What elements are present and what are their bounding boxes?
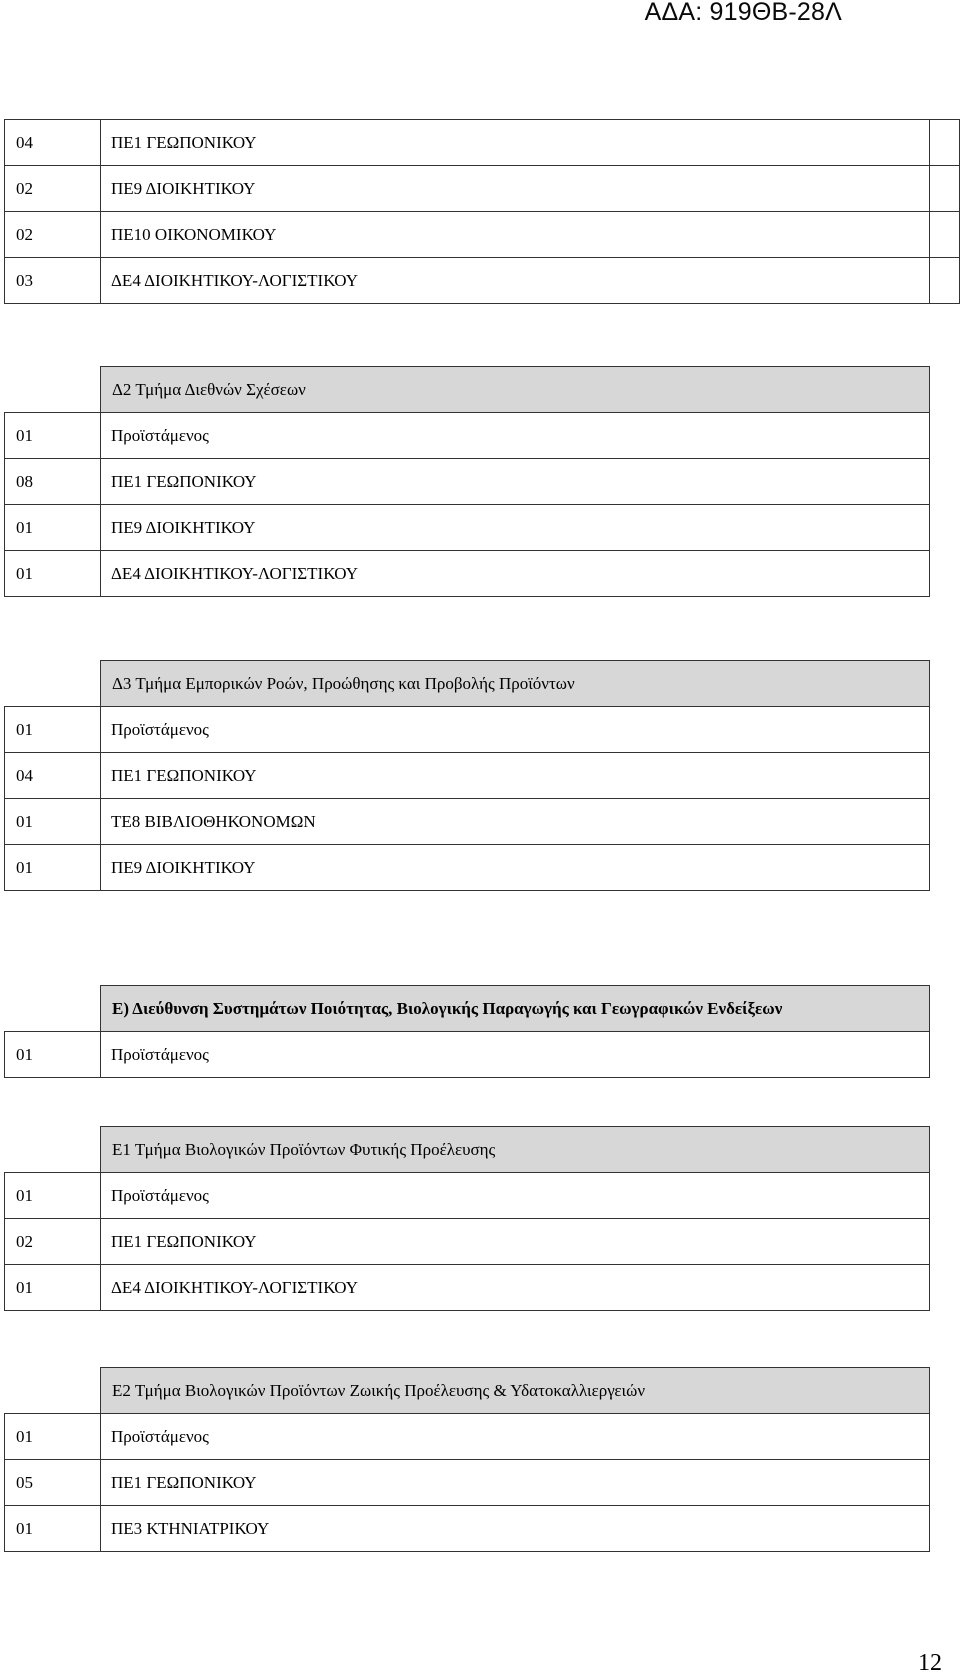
position-cell: ΠΕ3 ΚΤΗΝΙΑΤΡΙΚΟΥ — [101, 1506, 930, 1552]
staff-table-block6 — [4, 1367, 930, 1552]
page-number: 12 — [918, 1650, 942, 1676]
count-cell: 01 — [5, 1506, 101, 1552]
table-row — [5, 459, 930, 505]
position-cell: ΤΕ8 ΒΙΒΛΙΟΘΗΚΟΝΟΜΩΝ — [101, 799, 930, 845]
position-cell: Προϊστάμενος — [101, 707, 930, 753]
count-cell: 03 — [5, 258, 101, 304]
count-cell: 01 — [5, 505, 101, 551]
table-row — [5, 120, 960, 166]
count-cell: 05 — [5, 1460, 101, 1506]
position-cell: ΠΕ1 ΓΕΩΠΟΝΙΚΟΥ — [101, 459, 930, 505]
table-row — [5, 258, 960, 304]
position-cell: ΠΕ9 ΔΙΟΙΚΗΤΙΚΟΥ — [101, 166, 930, 212]
staff-table-block1 — [4, 119, 960, 304]
table-row — [5, 1414, 930, 1460]
position-cell: ΠΕ1 ΓΕΩΠΟΝΙΚΟΥ — [101, 120, 930, 166]
table-row — [5, 1219, 930, 1265]
table-row — [5, 753, 930, 799]
table-row — [5, 212, 960, 258]
count-cell: 01 — [5, 413, 101, 459]
position-cell: Προϊστάμενος — [101, 1032, 930, 1078]
count-cell: 02 — [5, 212, 101, 258]
position-cell: Προϊστάμενος — [101, 413, 930, 459]
count-cell: 08 — [5, 459, 101, 505]
count-cell: 01 — [5, 799, 101, 845]
table-row — [5, 413, 930, 459]
table-row — [5, 1265, 930, 1311]
table-row — [5, 1032, 930, 1078]
section-heading-row — [5, 1127, 930, 1173]
section-heading-row — [5, 1368, 930, 1414]
table-row — [5, 707, 930, 753]
table-row — [5, 845, 930, 891]
table-row — [5, 166, 960, 212]
count-cell: 01 — [5, 707, 101, 753]
staff-table-block4 — [4, 985, 930, 1078]
section-heading-row — [5, 986, 930, 1032]
section-heading-row — [5, 661, 930, 707]
section-heading: Δ3 Τμήμα Εμπορικών Ροών, Προώθησης και Προβολής Προϊόντων — [101, 661, 930, 707]
table-row — [5, 1506, 930, 1552]
position-cell: ΔΕ4 ΔΙΟΙΚΗΤΙΚΟΥ-ΛΟΓΙΣΤΙΚΟΥ — [101, 258, 930, 304]
staff-table-block2 — [4, 366, 930, 597]
count-cell: 01 — [5, 1414, 101, 1460]
section-heading-row — [5, 367, 930, 413]
count-cell: 01 — [5, 845, 101, 891]
position-cell: ΔΕ4 ΔΙΟΙΚΗΤΙΚΟΥ-ΛΟΓΙΣΤΙΚΟΥ — [101, 1265, 930, 1311]
position-cell: ΠΕ9 ΔΙΟΙΚΗΤΙΚΟΥ — [101, 845, 930, 891]
position-cell: Προϊστάμενος — [101, 1173, 930, 1219]
section-heading: Δ2 Τμήμα Διεθνών Σχέσεων — [101, 367, 930, 413]
position-cell: ΠΕ1 ΓΕΩΠΟΝΙΚΟΥ — [101, 753, 930, 799]
section-heading: Ε2 Τμήμα Βιολογικών Προϊόντων Ζωικής Προέλευσης & Υδατοκαλλιεργειών — [101, 1368, 930, 1414]
staff-table-block3 — [4, 660, 930, 891]
position-cell: ΠΕ1 ΓΕΩΠΟΝΙΚΟΥ — [101, 1460, 930, 1506]
table-row — [5, 1460, 930, 1506]
document-code: ΑΔΑ: 919ΘΒ-28Λ — [644, 0, 842, 26]
count-cell: 01 — [5, 1173, 101, 1219]
table-row — [5, 505, 930, 551]
count-cell: 01 — [5, 551, 101, 597]
count-cell: 01 — [5, 1265, 101, 1311]
count-cell: 01 — [5, 1032, 101, 1078]
position-cell: Προϊστάμενος — [101, 1414, 930, 1460]
table-row — [5, 799, 930, 845]
count-cell: 02 — [5, 1219, 101, 1265]
section-heading: Ε) Διεύθυνση Συστημάτων Ποιότητας, Βιολογικής Παραγωγής και Γεωγραφικών Ενδείξεων — [101, 986, 930, 1032]
staff-table-block5 — [4, 1126, 930, 1311]
position-cell: ΔΕ4 ΔΙΟΙΚΗΤΙΚΟΥ-ΛΟΓΙΣΤΙΚΟΥ — [101, 551, 930, 597]
count-cell: 04 — [5, 753, 101, 799]
position-cell: ΠΕ1 ΓΕΩΠΟΝΙΚΟΥ — [101, 1219, 930, 1265]
count-cell: 04 — [5, 120, 101, 166]
section-heading: Ε1 Τμήμα Βιολογικών Προϊόντων Φυτικής Προέλευσης — [101, 1127, 930, 1173]
table-row — [5, 551, 930, 597]
position-cell: ΠΕ10 ΟΙΚΟΝΟΜΙΚΟΥ — [101, 212, 930, 258]
count-cell: 02 — [5, 166, 101, 212]
position-cell: ΠΕ9 ΔΙΟΙΚΗΤΙΚΟΥ — [101, 505, 930, 551]
table-row — [5, 1173, 930, 1219]
